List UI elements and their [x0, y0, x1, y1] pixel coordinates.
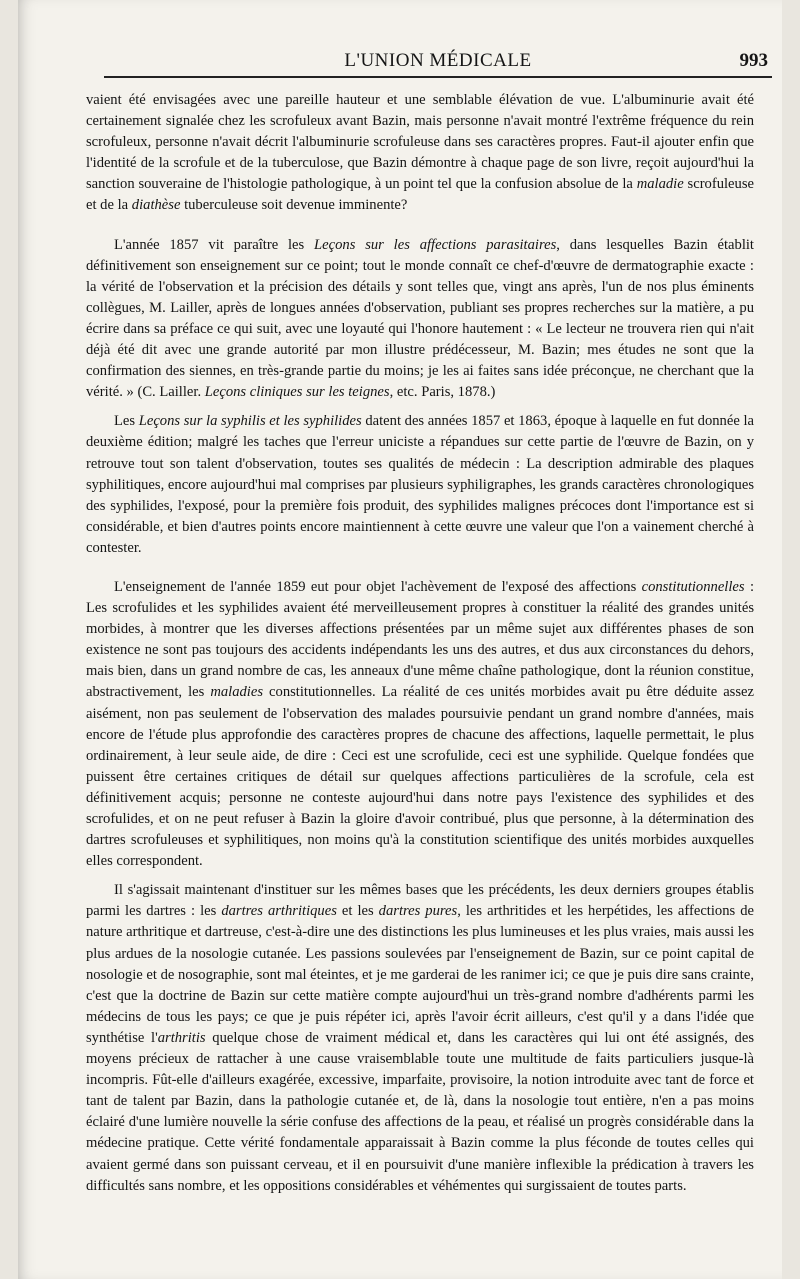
paragraph-2 [86, 235, 754, 404]
page-number: 993 [739, 50, 768, 71]
paragraph-4 [86, 577, 754, 872]
text-segment: Il s'agissait maintenant d'instituer sur les mêmes bases que les précédents, les deux derniers groupes établis parmi les dartres : les [86, 882, 754, 920]
italic-term: maladie [636, 176, 684, 193]
text-segment: , les arthritides et les herpétides, les affections de nature arthritique et dartreuse, c'est-à-dire une des distinctions les plus lumineuses et les plus vraies, mais aussi les plus ardues de la nosologie cutanée. Les passions soulevées par l'enseignement de Bazin, sur ce point capital de nosologie et de nosographie, sont mal éteintes, et je me garderai de les ranimer ici; ce que je puis dire sans crainte, c'est que la doctrine de Bazin sur cette matière compte aujourd'hui un très-grand nombre d'adhérents parmi les médecins de tous les pays; ce que je puis répéter ici, après l'avoir écrit ailleurs, c'est qu'il y a dans l'idée que synthétise l' [86, 903, 754, 1046]
italic-term: dartres arthritiques [221, 903, 337, 920]
paragraph-5 [86, 880, 754, 1196]
text-segment: et les [336, 903, 379, 920]
italic-term: diathèse [131, 197, 181, 214]
text-segment: datent des années 1857 et 1863, époque à laquelle en fut donnée la deuxième édition; malgré les taches que l'erreur uniciste a répandues sur cette partie de l'œuvre de Bazin, on y retrouve tout son talent d'observation, toutes ses qualités de médecin : La description admirable des plaques syphilitiques, encore aujourd'hui mal comprises par plusieurs syphiligraphes, les grands caractères chronologiques des syphilides, l'exposé, pour la première fois produit, des syphilides malignes précoces dont l'importance est si considérable, et bien d'autres points encore maintiennent à cette œuvre une valeur que l'on a vainement cherché à contester. [86, 413, 754, 556]
page-header [104, 48, 772, 78]
text-segment: Les [114, 413, 139, 430]
article-body [86, 90, 754, 1197]
italic-term: maladies [210, 684, 264, 701]
text-segment: , etc. Paris, 1878.) [389, 384, 496, 401]
text-segment: : Les scrofulides et les syphilides avaient été merveilleusement propres à constituer la réalité des grandes unités morbides, à montrer que les diverses affections présentées par un même sujet aux différentes phases de son existence ne sont pas toujours des accidents indépendants les uns des autres, et dus aux circonstances du dehors, mais bien, dans un grand nombre de cas, les anneaux d'une même chaîne pathologique, dont la réunion constitue, abstractivement, les [86, 578, 754, 701]
text-segment: vaient été envisagées avec une pareille hauteur et une semblable élévation de vue. L'albuminurie avait été certainement signalée chez les scrofuleux avant Bazin, mais personne n'avait montré l'extrême fréquence du rein scrofuleux, personne n'avait décrit l'albuminurie scrofuleuse dans ses caractères propres. Faut-il ajouter enfin que l'identité de la scrofule et de la tuberculose, que Bazin démontre à chaque page de son livre, reçoit aujourd'hui la sanction souveraine de l'histologie pathologique, à un point tel que la confusion absolue de la [86, 92, 754, 193]
text-segment: L'enseignement de l'année 1859 eut pour objet l'achèvement de l'exposé des affections [114, 578, 642, 595]
text-segment: scrofuleuse et de la [86, 176, 754, 214]
running-title: L'UNION MÉDICALE [344, 50, 532, 71]
italic-title: Leçons sur la syphilis et les syphilides [138, 413, 362, 430]
text-segment: constitutionnelles. La réalité de ces unités morbides avait pu être déduite assez aisément, non pas seulement de l'observation des malades poursuivie pendant un grand nombre d'années, mais encore de l'étude plus approfondie des caractères propres de chacune des affections, laquelle permettait, le plus ordinairement, à leur seule aide, de dire : Ceci est une scrofulide, ceci est une syphilide. Quelque fondées que puissent être certaines critiques de détail sur quelques affections particulières de la scrofule, cela est définitivement acquis; personne ne conteste aujourd'hui dans notre pays l'existence des syphilides et des scrofulides, et on ne peut refuser à Bazin la gloire d'avoir contribué, plus que personne, à la détermination des dartres scrofuleuses et syphilitiques, non moins qu'à la constitution scientifique des unités morbides auxquelles elles correspondent. [86, 684, 754, 870]
text-segment: tuberculeuse soit devenue imminente? [180, 197, 408, 214]
text-segment: quelque chose de vraiment médical et, dans les caractères qui lui ont été assignés, des moyens précieux de rattacher à une cause vraisemblable toute une multitude de faits particuliers jusque-là incompris. Fût-elle d'ailleurs exagérée, excessive, imparfaite, provisoire, la notion introduite avec tant de force et tant de talent par Bazin, dans la pathologie cutanée et, de là, dans la nosologie tout entière, n'en a pas moins éclairé d'une lumière nouvelle la série confuse des affections de la peau, et réalisé un progrès considérable dans la médecine pratique. Cette vérité fondamentale apparaissait à Bazin comme la plus féconde de toutes celles qui avaient germé dans son puissant cerveau, et il en poursuivit d'une manière inflexible la prédication à travers les difficultés sans nombre, et les oppositions considérables et véhémentes qui surgissaient de toutes parts. [86, 1029, 754, 1194]
italic-term: arthritis [157, 1029, 206, 1046]
paragraph-1 [86, 90, 754, 217]
paragraph-3 [86, 411, 754, 559]
text-segment: , dans lesquelles Bazin établit définitivement son enseignement sur ce point; tout le monde connaît ce chef-d'œuvre de dermatographie exacte : la vérité de l'observation et la précision des détails y sont telles que, vingt ans après, l'un de nos plus éminents collègues, M. Lailler, après de longues années d'observation, publiant ses propres recherches sur la matière, a pu écrire dans sa préface ce qui suit, avec une loyauté qui l'honore hautement : « Le lecteur ne trouvera rien qui n'ait déjà été dit avec une grande autorité par mon illustre prédécesseur, M. Bazin; mes études ne sont que la confirmation des siennes, en très-grande partie du moins; je les ai faites sans idée préconçue, ne cherchant que la vérité. » (C. Lailler. [86, 236, 754, 401]
italic-term: dartres pures [378, 903, 458, 920]
italic-title: Leçons sur les affections parasitaires [314, 236, 557, 253]
italic-term: constitutionnelles [641, 578, 745, 595]
text-segment: L'année 1857 vit paraître les [114, 236, 315, 253]
italic-title: Leçons cliniques sur les teignes [204, 384, 390, 401]
